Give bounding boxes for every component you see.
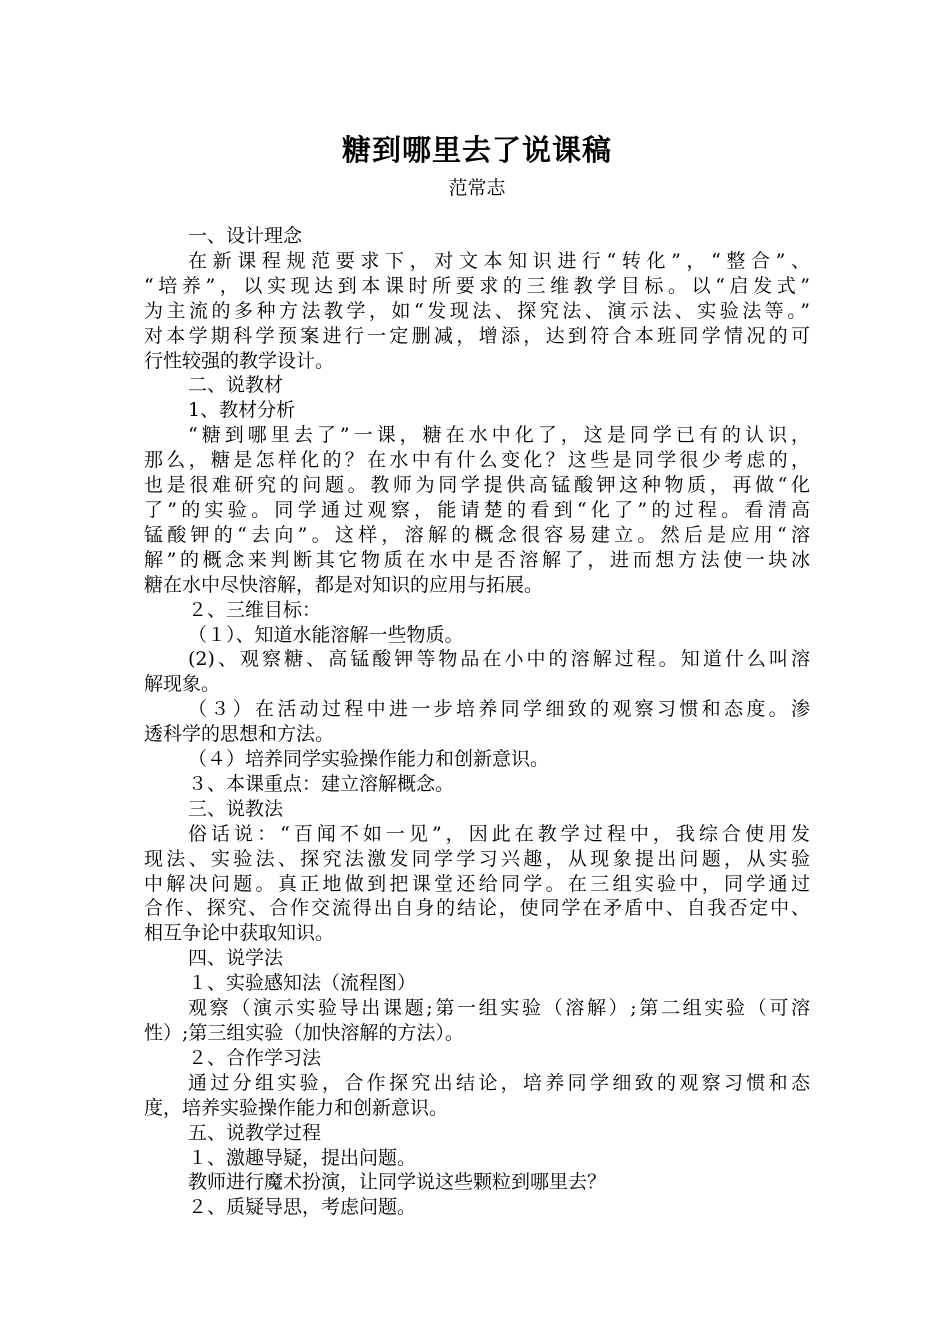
document-author: 范常志 bbox=[448, 177, 506, 199]
text-line: 教师进行魔术扮演，让同学说这些颗粒到哪里去？ bbox=[188, 1171, 607, 1194]
text-line: 四、说学法 bbox=[188, 947, 284, 970]
text-line: 对本学期科学预案进行一定删减，增添，达到符合本班同学情况的可 bbox=[144, 324, 810, 347]
text-line: １、激趣导疑，提出问题。 bbox=[188, 1146, 417, 1169]
text-line: （３）在活动过程中进一步培养同学细致的观察习惯和态度。渗 bbox=[188, 698, 810, 721]
text-line: ２、质疑导思，考虑问题。 bbox=[188, 1196, 417, 1219]
text-line: 解现象。 bbox=[144, 673, 221, 696]
text-line: 现法、实验法、探究法激发同学学习兴趣，从现象提出问题，从实验 bbox=[144, 847, 810, 870]
text-line: １、实验感知法（流程图） bbox=[188, 972, 417, 995]
text-line: 也是很难研究的问题。教师为同学提供高锰酸钾这种物质，再做“化 bbox=[144, 474, 810, 497]
text-line: 俗话说：“百闻不如一见”，因此在教学过程中，我综合使用发 bbox=[188, 822, 810, 845]
text-line: 糖在水中尽快溶解，都是对知识的应用与拓展。 bbox=[144, 573, 544, 596]
text-line: 二、说教材 bbox=[188, 374, 284, 397]
text-line: 行性较强的教学设计。 bbox=[144, 349, 335, 372]
text-line: 通过分组实验，合作探究出结论，培养同学细致的观察习惯和态 bbox=[188, 1071, 810, 1094]
text-line: 一、设计理念 bbox=[188, 225, 303, 247]
text-line: （４）培养同学实验操作能力和创新意识。 bbox=[188, 748, 550, 771]
text-line: (2)、观察糖、高锰酸钾等物品在小中的溶解过程。知道什么叫溶 bbox=[188, 648, 810, 671]
text-line: 五、说教学过程 bbox=[188, 1121, 322, 1144]
text-line: 为主流的多种方法教学，如“发现法、探究法、演示法、实验法等。” bbox=[144, 299, 810, 322]
text-line: ３、本课重点：建立溶解概念。 bbox=[188, 772, 455, 795]
text-line: 中解决问题。真正地做到把课堂还给同学。在三组实验中，同学通过 bbox=[144, 872, 810, 895]
text-line: “培养”，以实现达到本课时所要求的三维教学目标。以“启发式” bbox=[144, 274, 810, 297]
text-line: 度，培养实验操作能力和创新意识。 bbox=[144, 1096, 449, 1119]
document-title: 糖到哪里去了说课稿 bbox=[341, 133, 612, 167]
document-page bbox=[144, 128, 810, 1220]
text-line: （１）、知道水能溶解一些物质。 bbox=[188, 623, 464, 646]
text-line: ２、三维目标： bbox=[188, 598, 322, 621]
text-line: 1、教材分析 bbox=[188, 399, 296, 422]
text-line: 观察（演示实验导出课题;第一组实验（溶解）;第二组实验（可溶 bbox=[188, 997, 810, 1020]
text-line: ２、合作学习法 bbox=[188, 1046, 322, 1069]
text-line: 三、说教法 bbox=[188, 797, 284, 820]
text-line: 在新课程规范要求下，对文本知识进行“转化”，“整合”、 bbox=[188, 249, 810, 272]
text-line: “糖到哪里去了”一课，糖在水中化了，这是同学已有的认识， bbox=[188, 424, 810, 447]
text-line: 锰酸钾的“去向”。这样，溶解的概念很容易建立。然后是应用“溶 bbox=[144, 523, 810, 546]
text-line: 了”的实验。同学通过观察，能请楚的看到“化了”的过程。看清高 bbox=[144, 498, 810, 521]
document-body bbox=[144, 224, 810, 1220]
text-line: 性）;第三组实验（加快溶解的方法）。 bbox=[144, 1022, 464, 1044]
text-line: 那么，糖是怎样化的？在水中有什么变化？这些是同学很少考虑的， bbox=[144, 449, 810, 472]
text-line: 解”的概念来判断其它物质在水中是否溶解了，进而想方法使一块冰 bbox=[144, 548, 810, 571]
text-line: 相互争论中获取知识。 bbox=[144, 922, 335, 945]
text-line: 透科学的思想和方法。 bbox=[144, 723, 335, 746]
text-line: 合作、探究、合作交流得出自身的结论，使同学在矛盾中、自我否定中、 bbox=[144, 897, 810, 920]
